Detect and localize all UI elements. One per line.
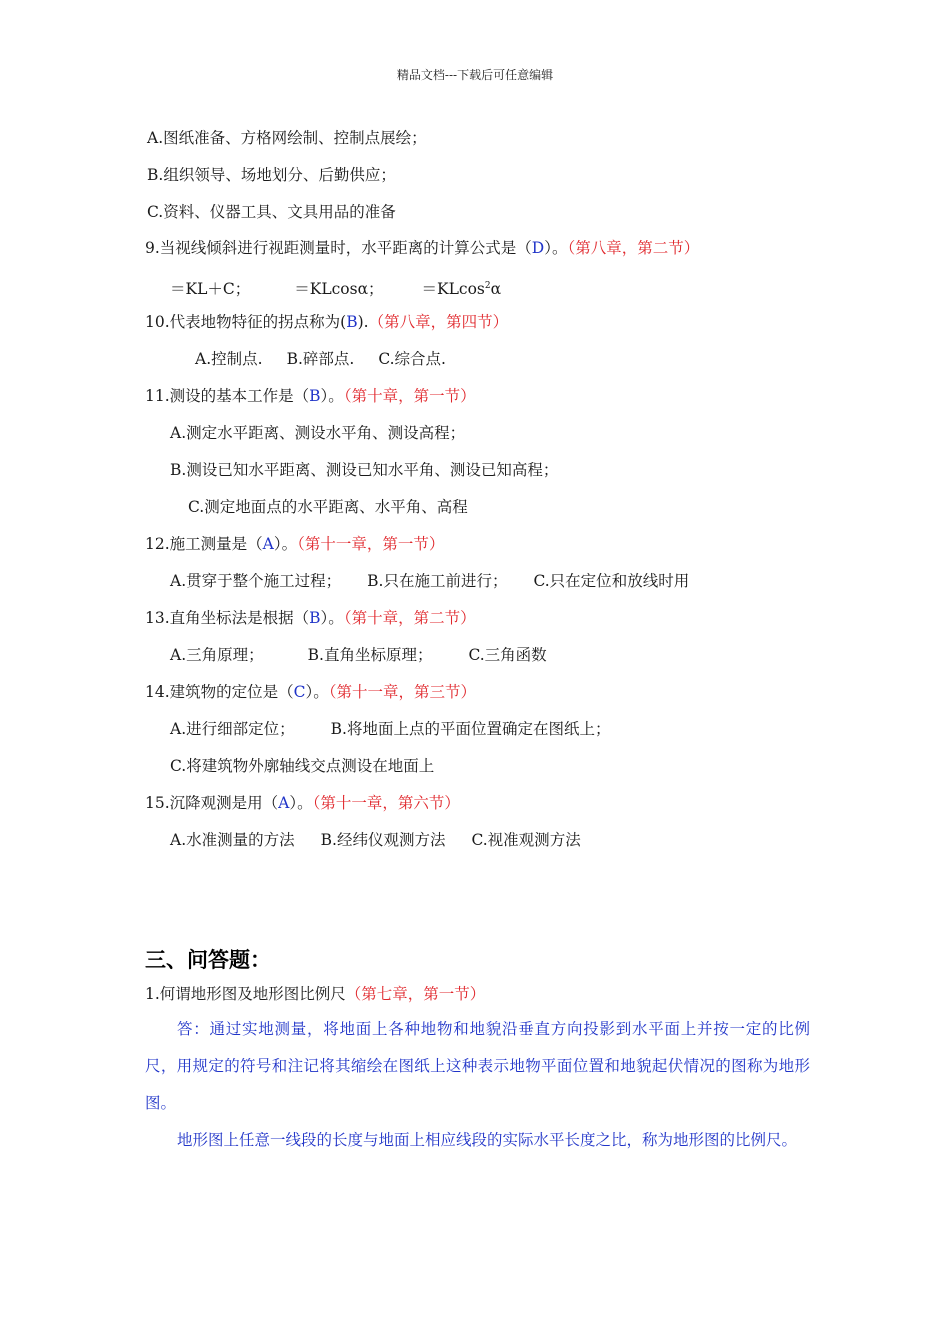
q9-option-a: ＝KL＋C； — [170, 280, 251, 299]
q12-option-b: B.只在施工前进行； — [367, 572, 508, 590]
essay-question-1 — [145, 984, 485, 1004]
q11-option-c: C.测定地面点的水平距离、水平角、高程 — [188, 498, 468, 516]
q15-close: ）。 — [289, 794, 313, 812]
q12-reference: （第十一章，第一节） — [297, 535, 445, 553]
q12-stem: 12.施工测量是（ — [145, 535, 263, 553]
q14-close: ）。 — [305, 683, 329, 701]
q14-option-a: A.进行细部定位； — [170, 720, 295, 738]
q11-close: ）。 — [320, 387, 344, 405]
q12-option-c: C.只在定位和放线时用 — [533, 572, 690, 590]
question-14 — [145, 682, 476, 702]
essay-q1-reference: （第七章，第一节） — [345, 985, 486, 1003]
q9-stem: 9.当视线倾斜进行视距测量时，水平距离的计算公式是（ — [145, 239, 532, 257]
q9-reference: （第八章，第二节） — [567, 239, 700, 257]
question-9 — [145, 238, 699, 258]
q15-options — [170, 830, 581, 850]
q8-option-c: C.资料、仪器工具、文具用品的准备 — [147, 203, 396, 221]
question-12 — [145, 534, 444, 554]
q13-option-a: A.三角原理； — [170, 646, 264, 664]
question-13 — [145, 608, 476, 628]
q12-option-a: A.贯穿于整个施工过程； — [170, 572, 342, 590]
q9-close: ）。 — [544, 239, 568, 257]
q9-options — [170, 276, 501, 299]
question-10 — [145, 312, 508, 332]
q10-option-a: A.控制点. — [195, 350, 263, 368]
q14-answer: C — [293, 683, 306, 701]
section-title: 三、问答题： — [145, 948, 271, 972]
q11-stem: 11.测设的基本工作是（ — [145, 387, 310, 405]
q15-option-a: A.水准测量的方法 — [170, 831, 295, 849]
q15-stem: 15.沉降观测是用（ — [145, 794, 279, 812]
q14-option-c: C.将建筑物外廓轴线交点测设在地面上 — [170, 757, 435, 775]
q14-options — [170, 719, 610, 739]
q8-option-a: A.图纸准备、方格网绘制、控制点展绘； — [147, 129, 427, 147]
q15-answer: A — [278, 794, 290, 812]
q13-options — [170, 645, 547, 665]
q9-option-c: ＝KLcos — [421, 280, 485, 299]
q14-reference: （第十一章，第三节） — [328, 683, 477, 701]
q13-option-c: C.三角函数 — [468, 646, 547, 664]
q12-options — [170, 571, 689, 591]
q9-option-c-sup: 2 — [484, 281, 491, 291]
q12-answer: A — [262, 535, 274, 553]
question-11 — [145, 386, 476, 406]
q11-option-a: A.测定水平距离、测设水平角、测设高程； — [170, 424, 466, 442]
q9-option-c-tail: α — [490, 280, 502, 299]
q15-option-b: B.经纬仪观测方法 — [320, 831, 446, 849]
q15-option-c: C.视准观测方法 — [471, 831, 581, 849]
q13-option-b: B.直角坐标原理； — [307, 646, 433, 664]
q10-options — [195, 349, 446, 369]
q14-option-b: B.将地面上点的平面位置确定在图纸上； — [330, 720, 611, 738]
page-header: 精品文档---下载后可任意编辑 — [396, 68, 554, 82]
q9-answer: D — [531, 239, 545, 257]
q10-reference: （第八章，第四节） — [368, 313, 509, 331]
answer-paragraph-2: 地形图上任意一线段的长度与地面上相应线段的实际水平长度之比，称为地形图的比例尺。 — [177, 1131, 798, 1149]
question-15 — [145, 793, 460, 813]
q11-answer: B — [309, 387, 321, 405]
q15-reference: （第十一章，第六节） — [312, 794, 460, 812]
q13-answer: B — [309, 609, 321, 627]
q13-reference: （第十章，第二节） — [343, 609, 476, 627]
q12-close: ）。 — [273, 535, 298, 553]
q14-stem: 14.建筑物的定位是（ — [145, 683, 294, 701]
answer-paragraph-1: 答：通过实地测量，将地面上各种地物和地貌沿垂直方向投影到水平面上并按一定的比例尺，用规定的符号和注记将其缩绘在图纸上这种表示地物平面位置和地貌起伏情况的图称为地形图。 — [145, 1020, 810, 1112]
q11-option-b: B.测设已知水平距离、测设已知水平角、测设已知高程； — [170, 461, 559, 479]
q10-answer: B — [346, 313, 358, 331]
q11-reference: （第十章，第一节） — [343, 387, 476, 405]
q10-option-c: C.综合点. — [378, 350, 446, 368]
q10-option-b: B.碎部点. — [286, 350, 355, 368]
q10-close: ). — [357, 313, 369, 331]
q13-close: ）。 — [320, 609, 344, 627]
essay-q1-stem: 1.何谓地形图及地形图比例尺 — [145, 985, 346, 1003]
q10-stem: 10.代表地物特征的拐点称为( — [145, 313, 347, 331]
q9-option-b: ＝KLcosα； — [294, 280, 384, 299]
q13-stem: 13.直角坐标法是根据（ — [145, 609, 310, 627]
q8-option-b: B.组织领导、场地划分、后勤供应； — [147, 166, 396, 184]
